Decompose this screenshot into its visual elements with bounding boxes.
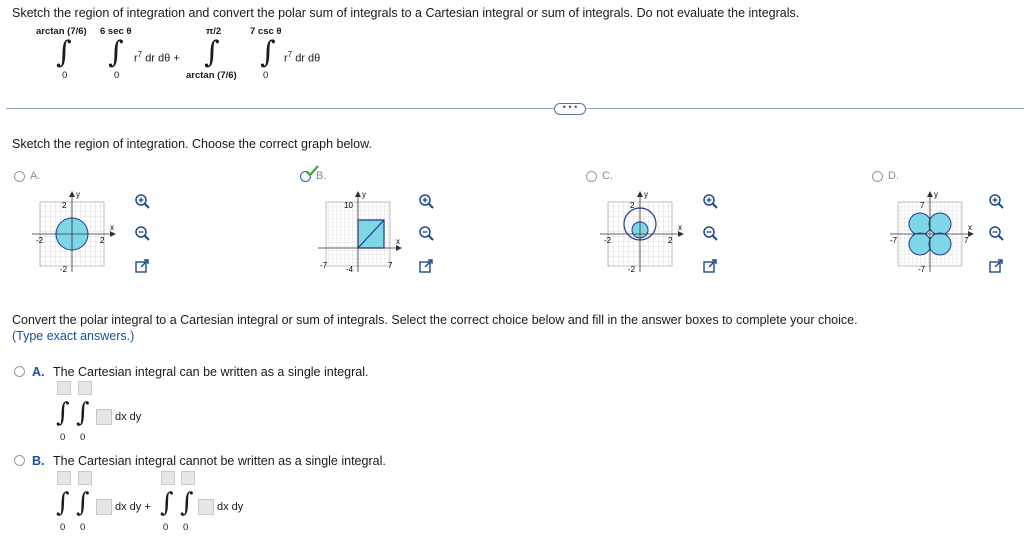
- int1-inner-sign: ∫: [108, 35, 124, 70]
- instruction-text: Sketch the region of integration and convert the polar sum of integrals to a Cartesian integral or sum of integrals. Do not evaluate the integrals.: [12, 6, 800, 20]
- int1-integrand: $r^7$ dr dθ +: [134, 50, 180, 65]
- tick-top: 2: [62, 201, 67, 210]
- y-axis-arrow: [355, 191, 361, 197]
- graph-option-c: [598, 186, 690, 278]
- more-button[interactable]: • • •: [554, 103, 586, 115]
- answer-b-letter: B.: [32, 454, 45, 468]
- tick-right: 7: [964, 236, 969, 245]
- int2-integrand: $r^7$ dr dθ: [284, 50, 321, 65]
- tick-bottom: -2: [628, 265, 636, 274]
- answer-a-letter: A.: [32, 365, 45, 379]
- b-inner-lower-2: 0: [183, 522, 189, 533]
- x-label: x: [396, 237, 400, 246]
- y-axis-arrow: [637, 191, 643, 197]
- int2-inner-sign: ∫: [260, 35, 276, 70]
- radio-option-d[interactable]: [872, 171, 883, 182]
- tick-left: -7: [320, 261, 328, 270]
- tick-top: 2: [630, 201, 635, 210]
- zoom-in-icon[interactable]: [988, 193, 1004, 209]
- a-outer-upper-input[interactable]: [57, 381, 71, 395]
- tick-bottom: -2: [60, 265, 68, 274]
- a-outer-integral-sign: ∫: [56, 398, 70, 428]
- popout-icon[interactable]: [418, 258, 434, 274]
- popout-icon[interactable]: [988, 258, 1004, 274]
- part2-prompt: Convert the polar integral to a Cartesian integral or sum of integrals. Select the correct choice below and fill in the answer boxes to complete your choice.: [12, 313, 858, 327]
- y-label: y: [644, 190, 648, 199]
- option-c-label: C.: [602, 170, 613, 182]
- b-inner-upper-input-1[interactable]: [78, 471, 92, 485]
- tick-right: 2: [100, 236, 105, 245]
- radio-option-c[interactable]: [586, 171, 597, 182]
- radio-answer-b[interactable]: [14, 455, 25, 466]
- answer-a-text: The Cartesian integral can be written as a single integral.: [53, 365, 369, 379]
- a-integrand-input[interactable]: [96, 409, 112, 425]
- int1-inner-lower: 0: [114, 70, 120, 81]
- option-a-label: A.: [30, 170, 41, 182]
- tick-top: 7: [920, 201, 925, 210]
- part2-hint: (Type exact answers.): [12, 329, 135, 343]
- x-label: x: [110, 223, 114, 232]
- a-inner-integral-sign: ∫: [76, 398, 90, 428]
- b-outer-lower-1: 0: [60, 522, 66, 533]
- petal-upper-left: [909, 213, 931, 235]
- y-axis-arrow: [927, 191, 933, 197]
- tick-bottom: -7: [918, 265, 926, 274]
- b-inner-integral-sign-2: ∫: [180, 488, 194, 518]
- b-inner-integral-sign-1: ∫: [76, 488, 90, 518]
- a-differential: dx dy: [115, 411, 142, 423]
- graph-option-b: [316, 186, 408, 278]
- tick-left: -2: [604, 236, 612, 245]
- tick-left: -7: [890, 236, 898, 245]
- int1-outer-lower: 0: [62, 70, 68, 81]
- a-inner-upper-input[interactable]: [78, 381, 92, 395]
- b-outer-integral-sign-1: ∫: [56, 488, 70, 518]
- zoom-in-icon[interactable]: [418, 193, 434, 209]
- x-label: x: [678, 223, 682, 232]
- part1-prompt: Sketch the region of integration. Choose the correct graph below.: [12, 137, 372, 151]
- y-label: y: [934, 190, 938, 199]
- b-integrand-input-2[interactable]: [198, 499, 214, 515]
- b-outer-lower-2: 0: [163, 522, 169, 533]
- int2-outer-sign: ∫: [204, 35, 220, 70]
- int2-inner-lower: 0: [263, 70, 269, 81]
- int2-inner-upper: 7 csc θ: [250, 26, 282, 37]
- zoom-in-icon[interactable]: [702, 193, 718, 209]
- tick-right: 2: [668, 236, 673, 245]
- b-outer-upper-input-1[interactable]: [57, 471, 71, 485]
- popout-icon[interactable]: [702, 258, 718, 274]
- b-inner-upper-input-2[interactable]: [181, 471, 195, 485]
- graph-option-d: [888, 186, 980, 278]
- graph-option-a: [30, 186, 122, 278]
- y-axis-arrow: [69, 191, 75, 197]
- option-b-label: B.: [316, 170, 327, 182]
- int1-outer-sign: ∫: [56, 35, 72, 70]
- tick-top: 10: [344, 201, 353, 210]
- zoom-out-icon[interactable]: [702, 225, 718, 241]
- petal-lower-left: [909, 233, 931, 255]
- tick-left: -2: [36, 236, 44, 245]
- tick-right: 7: [388, 261, 393, 270]
- y-label: y: [362, 190, 366, 199]
- radio-option-a[interactable]: [14, 171, 25, 182]
- zoom-out-icon[interactable]: [988, 225, 1004, 241]
- option-d-label: D.: [888, 170, 899, 182]
- answer-b-text: The Cartesian integral cannot be written as a single integral.: [53, 454, 386, 468]
- a-outer-lower: 0: [60, 432, 66, 443]
- x-label: x: [968, 223, 972, 232]
- tick-bottom: -4: [346, 265, 354, 274]
- int1-inner-upper: 6 sec θ: [100, 26, 132, 37]
- b-outer-upper-input-2[interactable]: [161, 471, 175, 485]
- int2-outer-lower: arctan (7/6): [186, 70, 237, 81]
- b-inner-lower-1: 0: [80, 522, 86, 533]
- b-differential-2: dx dy: [217, 501, 244, 513]
- section-divider: [6, 108, 1024, 109]
- b-integrand-input-1[interactable]: [96, 499, 112, 515]
- zoom-out-icon[interactable]: [418, 225, 434, 241]
- petal-upper-right: [929, 213, 951, 235]
- popout-icon[interactable]: [134, 258, 150, 274]
- petal-lower-right: [929, 233, 951, 255]
- a-inner-lower: 0: [80, 432, 86, 443]
- zoom-in-icon[interactable]: [134, 193, 150, 209]
- int1-outer-upper: arctan (7/6): [36, 26, 87, 37]
- y-label: y: [76, 190, 80, 199]
- b-differential-1: dx dy +: [115, 501, 151, 513]
- zoom-out-icon[interactable]: [134, 225, 150, 241]
- radio-answer-a[interactable]: [14, 366, 25, 377]
- b-outer-integral-sign-2: ∫: [160, 488, 174, 518]
- int2-outer-upper: π/2: [206, 26, 222, 37]
